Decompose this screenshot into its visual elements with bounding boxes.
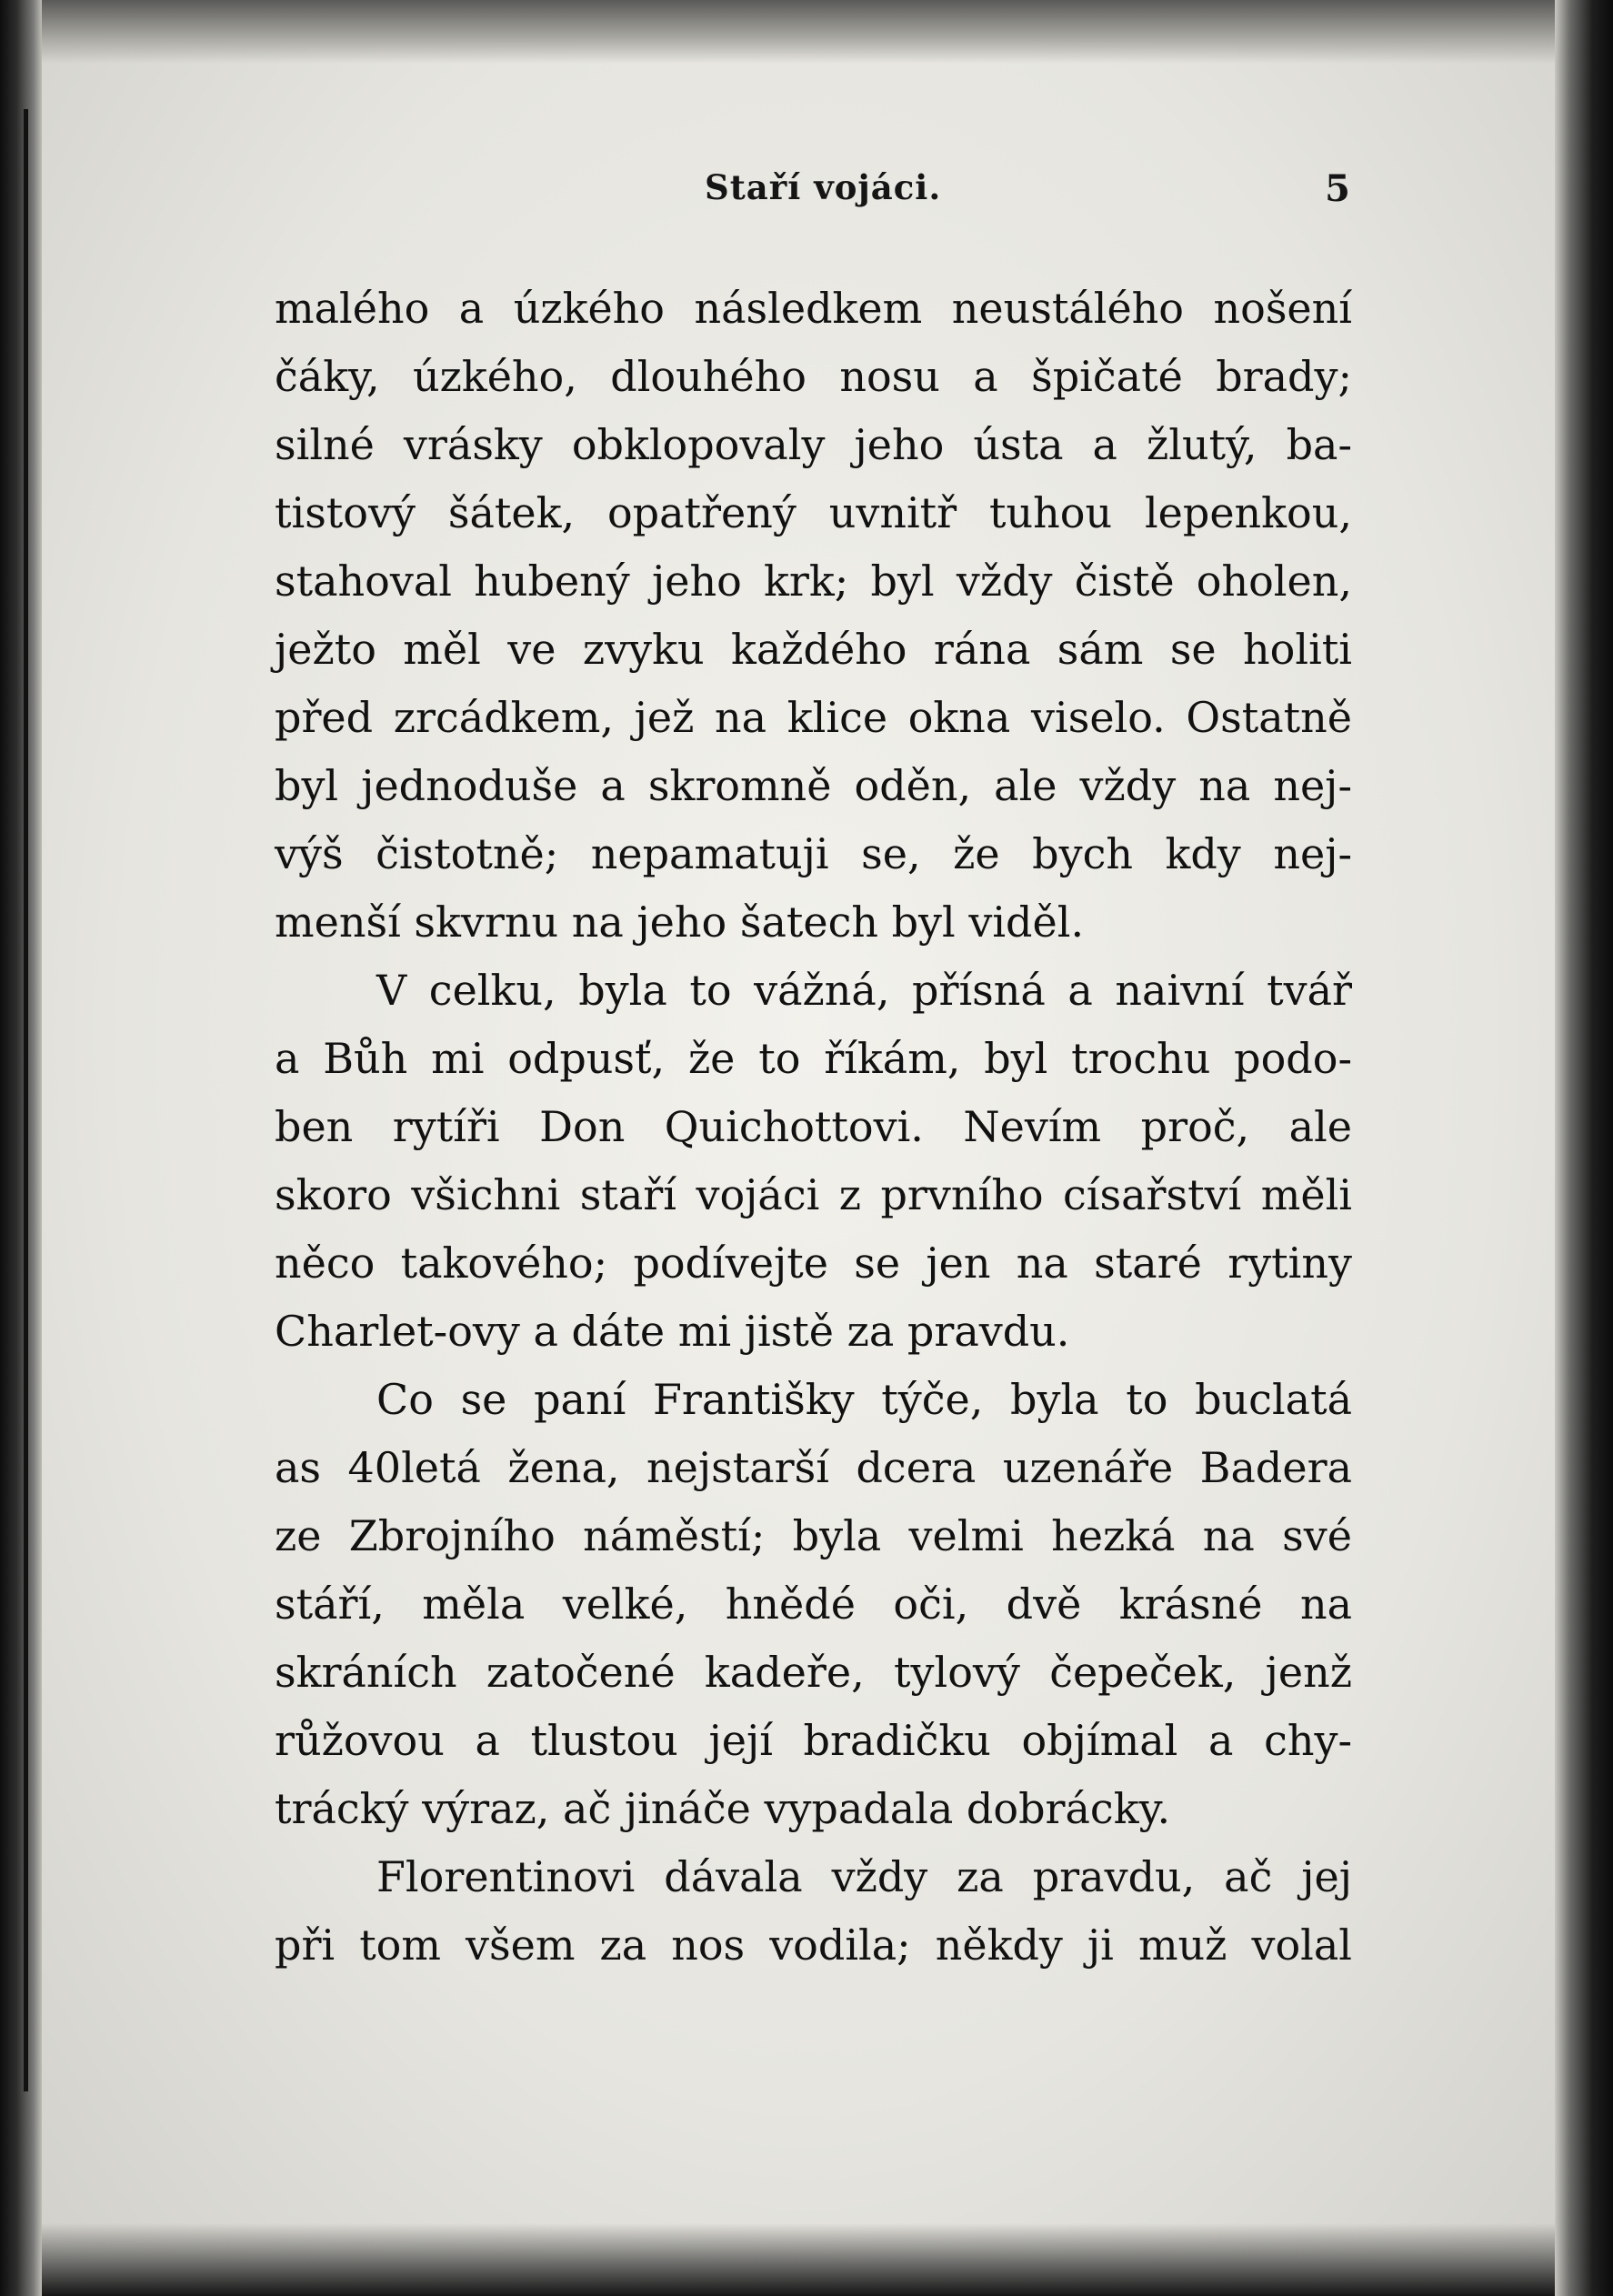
- book-spine-edge: [0, 0, 42, 2296]
- text-line: Co se paní Františky týče, byla to buclatá: [376, 1375, 1352, 1424]
- text-line: čáky, úzkého, dlouhého nosu a špičaté brady;: [275, 352, 1352, 401]
- text-line: výš čistotně; nepamatuji se, že bych kdy nej-: [275, 829, 1352, 878]
- scan-shadow-bottom: [0, 2223, 1613, 2296]
- text-line: skráních zatočené kadeře, tylový čepeček, jenž: [275, 1648, 1352, 1697]
- text-line: při tom všem za nos vodila; někdy ji muž volal: [275, 1920, 1352, 1970]
- running-title: Staří vojáci.: [705, 167, 942, 207]
- text-line: tistový šátek, opatřený uvnitř tuhou lepenkou,: [275, 488, 1352, 537]
- spine-line: [24, 109, 28, 2091]
- text-line: stáří, měla velké, hnědé oči, dvě krásné na: [275, 1579, 1352, 1629]
- text-line: byl jednoduše a skromně oděn, ale vždy na nej-: [275, 761, 1352, 810]
- text-line: Charlet-ovy a dáte mi jistě za pravdu.: [275, 1307, 1070, 1356]
- text-line: skoro všichni staří vojáci z prvního císařství měli: [275, 1170, 1352, 1219]
- text-line: ježto měl ve zvyku každého rána sám se holiti: [275, 625, 1352, 674]
- text-line: silné vrásky obklopovaly jeho ústa a žlutý, ba-: [275, 420, 1352, 469]
- text-line: menší skvrnu na jeho šatech byl viděl.: [275, 897, 1085, 947]
- body-text: [275, 275, 1352, 1980]
- page-number: 5: [1325, 167, 1350, 210]
- text-line: V celku, byla to vážná, přísná a naivní tvář: [376, 966, 1352, 1015]
- text-line: stahoval hubený jeho krk; byl vždy čistě oholen,: [275, 556, 1352, 606]
- text-line: růžovou a tlustou její bradičku objímal a chy-: [275, 1716, 1352, 1765]
- scan-shadow-top: [0, 0, 1613, 64]
- text-line: něco takového; podívejte se jen na staré rytiny: [275, 1238, 1352, 1288]
- text-line: ze Zbrojního náměstí; byla velmi hezká na své: [275, 1511, 1352, 1560]
- text-line: před zrcádkem, jež na klice okna viselo. Ostatně: [275, 693, 1352, 742]
- text-line: as 40letá žena, nejstarší dcera uzenáře Badera: [275, 1443, 1352, 1492]
- text-line: Florentinovi dávala vždy za pravdu, ač jej: [376, 1852, 1352, 1901]
- text-line: trácký výraz, ač jináče vypadala dobrácky.: [275, 1784, 1171, 1833]
- text-line: a Bůh mi odpusť, že to říkám, byl trochu podo-: [275, 1034, 1352, 1083]
- page-header: [273, 167, 1350, 222]
- page-edge-right: [1555, 0, 1613, 2296]
- text-line: malého a úzkého následkem neustálého nošení: [275, 284, 1352, 333]
- text-line: ben rytíři Don Quichottovi. Nevím proč, ale: [275, 1102, 1352, 1151]
